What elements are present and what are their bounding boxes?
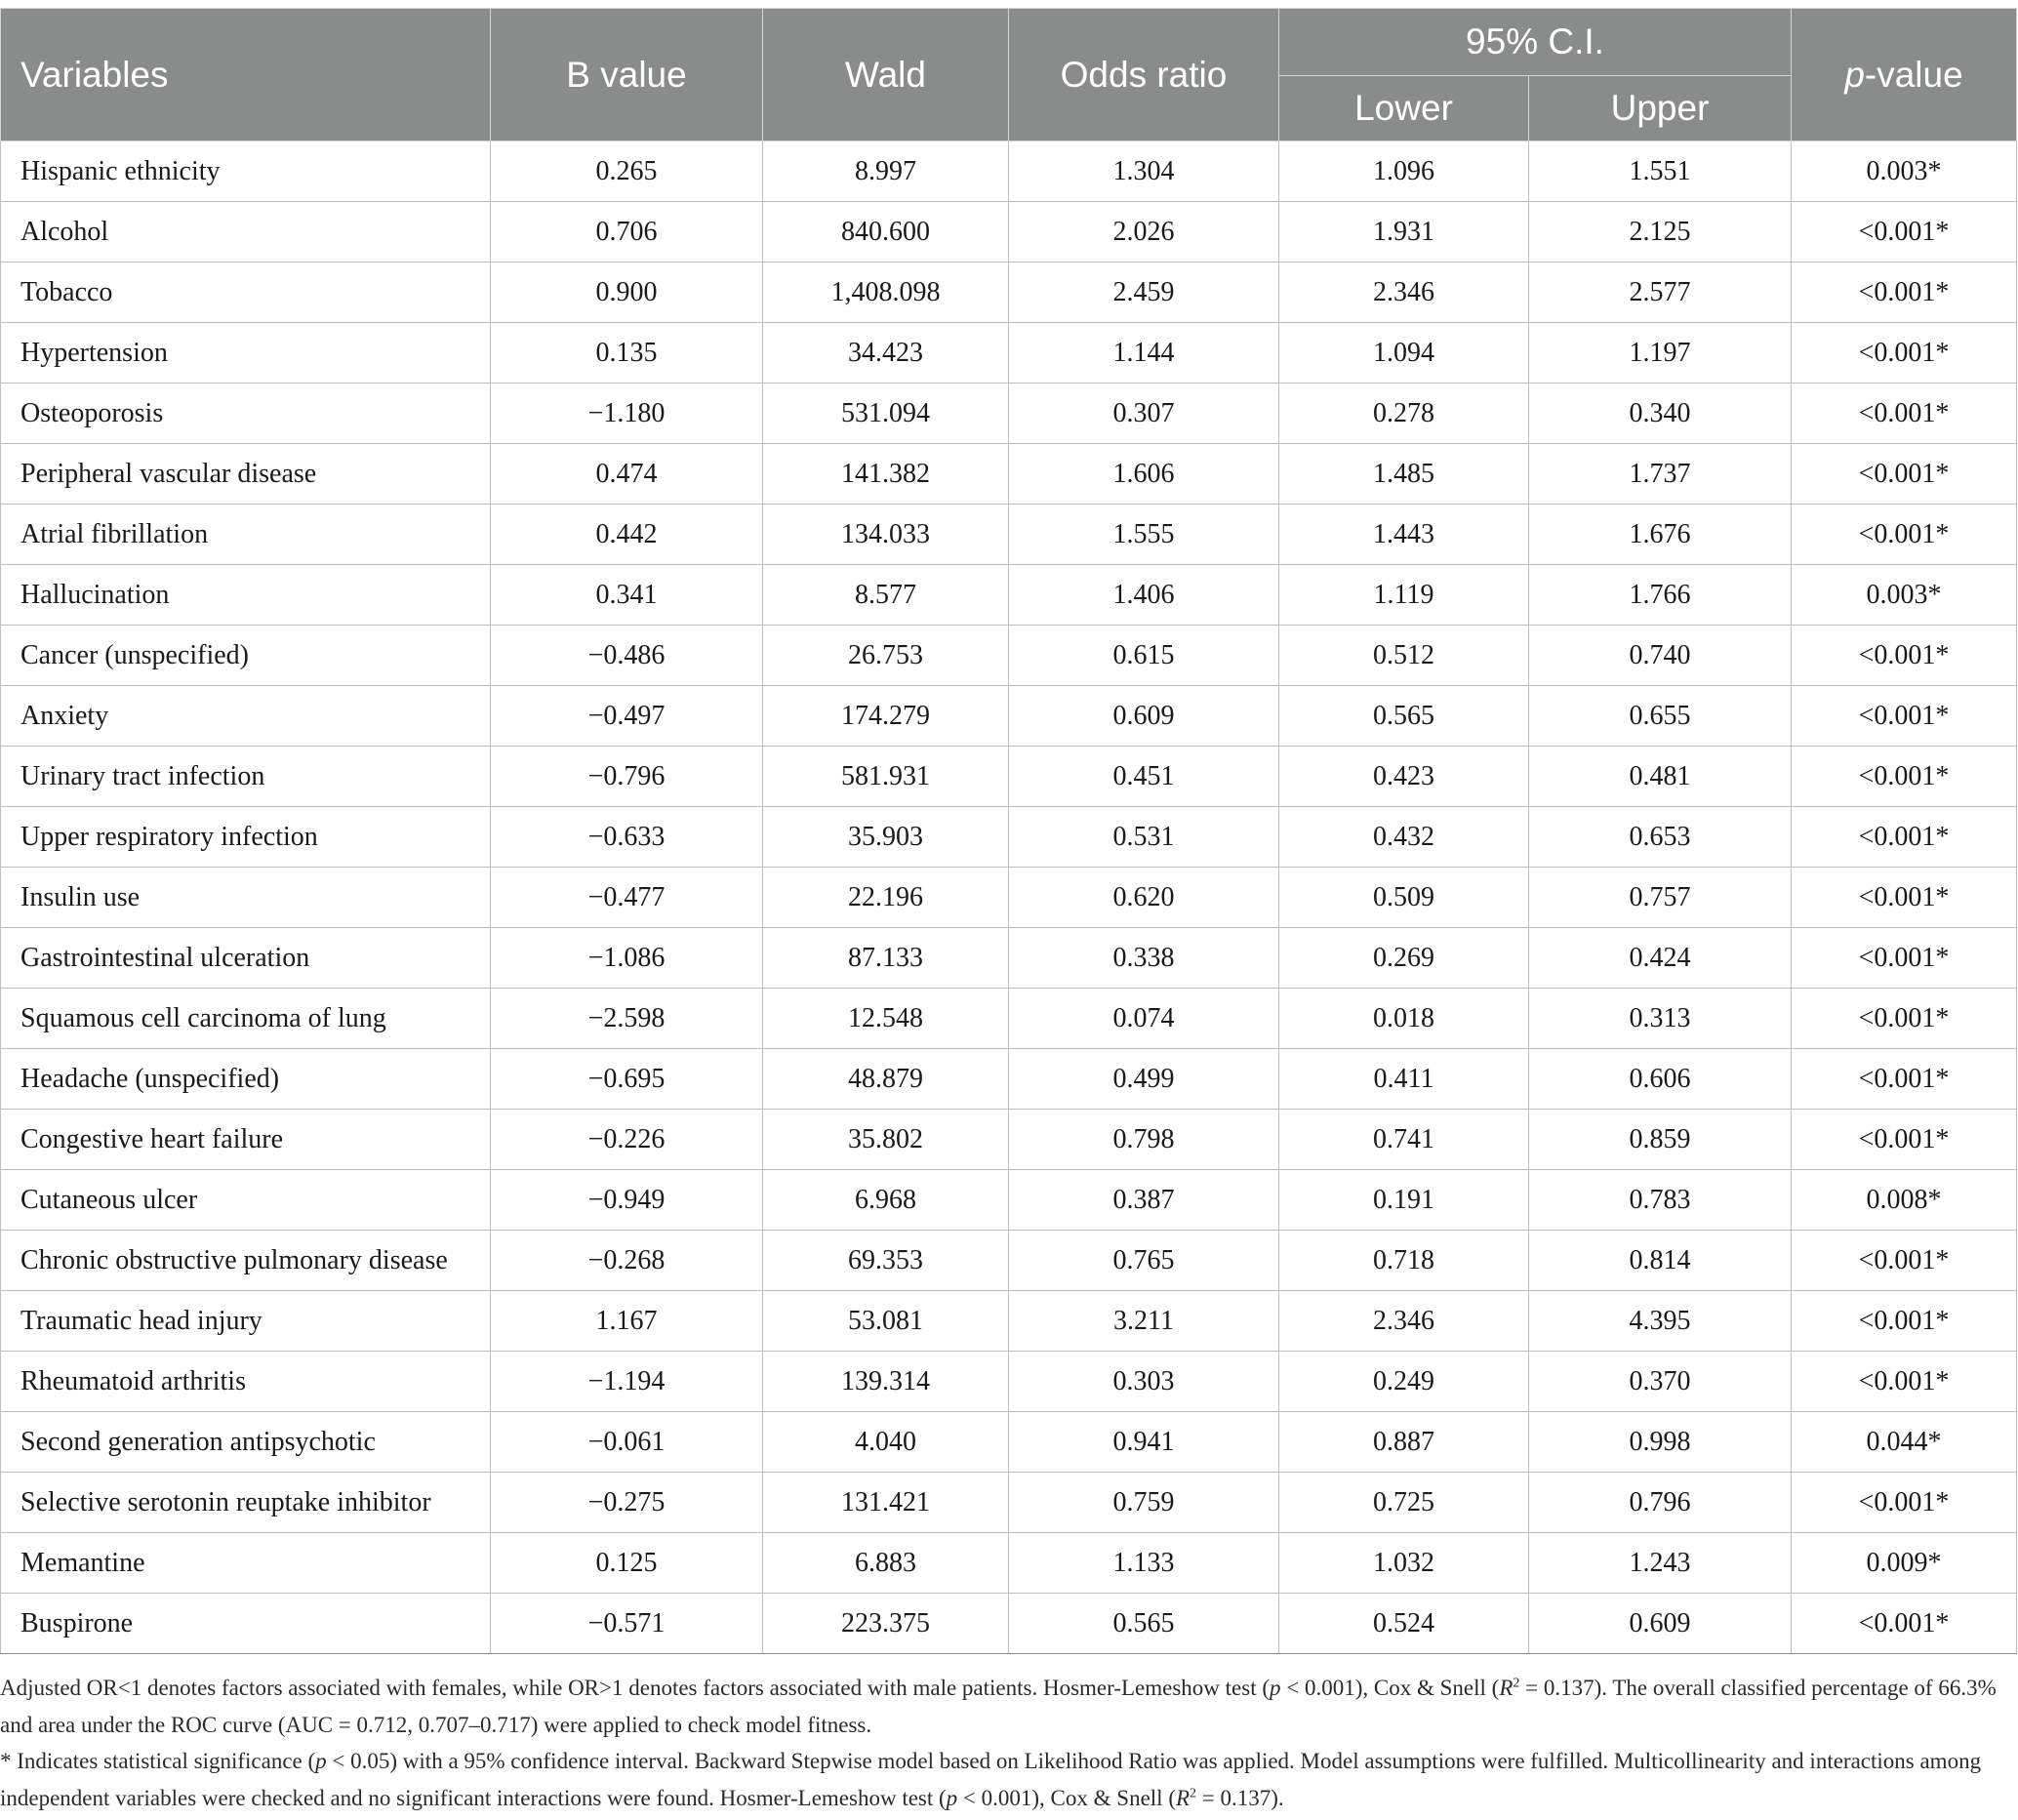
cell-ci-upper: 0.481 — [1529, 747, 1792, 807]
cell-b-value: 0.125 — [491, 1533, 763, 1594]
cell-ci-upper: 0.655 — [1529, 686, 1792, 747]
table-row — [1, 444, 2017, 505]
cell-p-value: <0.001* — [1792, 686, 2017, 747]
cell-b-value: −1.086 — [491, 928, 763, 989]
cell-wald: 8.577 — [763, 565, 1009, 626]
cell-b-value: −0.061 — [491, 1412, 763, 1473]
table-row — [1, 202, 2017, 263]
cell-p-value: 0.003* — [1792, 565, 2017, 626]
cell-p-value: <0.001* — [1792, 505, 2017, 565]
cell-variable: Cutaneous ulcer — [1, 1170, 491, 1231]
cell-b-value: −0.275 — [491, 1473, 763, 1533]
cell-ci-lower: 0.018 — [1279, 989, 1529, 1049]
cell-odds-ratio: 3.211 — [1009, 1291, 1279, 1352]
cell-ci-upper: 0.740 — [1529, 626, 1792, 686]
cell-b-value: −0.695 — [491, 1049, 763, 1110]
cell-variable: Hallucination — [1, 565, 491, 626]
cell-variable: Tobacco — [1, 263, 491, 323]
cell-p-value: <0.001* — [1792, 1291, 2017, 1352]
cell-variable: Hispanic ethnicity — [1, 142, 491, 202]
cell-variable: Insulin use — [1, 868, 491, 928]
cell-variable: Rheumatoid arthritis — [1, 1352, 491, 1412]
cell-variable: Osteoporosis — [1, 384, 491, 444]
cell-p-value: <0.001* — [1792, 747, 2017, 807]
table-row — [1, 989, 2017, 1049]
cell-odds-ratio: 0.303 — [1009, 1352, 1279, 1412]
cell-b-value: −1.180 — [491, 384, 763, 444]
cell-wald: 1,408.098 — [763, 263, 1009, 323]
cell-odds-ratio: 0.765 — [1009, 1231, 1279, 1291]
cell-ci-lower: 0.269 — [1279, 928, 1529, 989]
cell-ci-upper: 0.796 — [1529, 1473, 1792, 1533]
cell-wald: 48.879 — [763, 1049, 1009, 1110]
cell-ci-lower: 0.718 — [1279, 1231, 1529, 1291]
cell-p-value: <0.001* — [1792, 323, 2017, 384]
cell-ci-lower: 0.509 — [1279, 868, 1529, 928]
cell-ci-lower: 1.119 — [1279, 565, 1529, 626]
cell-b-value: −0.633 — [491, 807, 763, 868]
cell-p-value: <0.001* — [1792, 444, 2017, 505]
cell-p-value: <0.001* — [1792, 1231, 2017, 1291]
cell-odds-ratio: 0.565 — [1009, 1594, 1279, 1654]
cell-odds-ratio: 0.798 — [1009, 1110, 1279, 1170]
cell-ci-upper: 1.676 — [1529, 505, 1792, 565]
cell-odds-ratio: 0.759 — [1009, 1473, 1279, 1533]
footnote-text-run: = 0.137). The overall classified percentage of 66.3% and area under the ROC curve (AUC = 0.712, 0.707–0.717) were applied to check model fitness. — [0, 1676, 1997, 1737]
cell-p-value: <0.001* — [1792, 868, 2017, 928]
footnote-text-run: * Indicates statistical significance ( — [0, 1749, 316, 1773]
footnote-text-run: R — [1175, 1785, 1191, 1810]
table-row — [1, 807, 2017, 868]
table-row — [1, 565, 2017, 626]
table-row — [1, 323, 2017, 384]
footnote-significance — [0, 1743, 2010, 1816]
cell-b-value: −0.796 — [491, 747, 763, 807]
cell-odds-ratio: 0.387 — [1009, 1170, 1279, 1231]
cell-p-value: 0.009* — [1792, 1533, 2017, 1594]
cell-ci-upper: 0.340 — [1529, 384, 1792, 444]
cell-odds-ratio: 0.941 — [1009, 1412, 1279, 1473]
cell-b-value: 1.167 — [491, 1291, 763, 1352]
cell-p-value: <0.001* — [1792, 1110, 2017, 1170]
table-row — [1, 1533, 2017, 1594]
table-row — [1, 1049, 2017, 1110]
cell-odds-ratio: 0.620 — [1009, 868, 1279, 928]
cell-wald: 87.133 — [763, 928, 1009, 989]
cell-variable: Memantine — [1, 1533, 491, 1594]
cell-odds-ratio: 0.609 — [1009, 686, 1279, 747]
cell-ci-lower: 0.432 — [1279, 807, 1529, 868]
cell-b-value: −0.949 — [491, 1170, 763, 1231]
cell-wald: 6.883 — [763, 1533, 1009, 1594]
cell-variable: Gastrointestinal ulceration — [1, 928, 491, 989]
cell-wald: 35.903 — [763, 807, 1009, 868]
cell-ci-lower: 0.278 — [1279, 384, 1529, 444]
cell-wald: 139.314 — [763, 1352, 1009, 1412]
cell-p-value: <0.001* — [1792, 1473, 2017, 1533]
cell-ci-lower: 0.512 — [1279, 626, 1529, 686]
cell-p-value: <0.001* — [1792, 1594, 2017, 1654]
cell-p-value: <0.001* — [1792, 989, 2017, 1049]
header-odds-ratio: Odds ratio — [1009, 9, 1279, 142]
cell-b-value: −0.226 — [491, 1110, 763, 1170]
table-row — [1, 1231, 2017, 1291]
footnote-text-run: 2 — [1190, 1785, 1197, 1800]
cell-odds-ratio: 1.133 — [1009, 1533, 1279, 1594]
cell-b-value: 0.341 — [491, 565, 763, 626]
cell-p-value: 0.003* — [1792, 142, 2017, 202]
table-row — [1, 1291, 2017, 1352]
cell-ci-upper: 1.197 — [1529, 323, 1792, 384]
cell-wald: 35.802 — [763, 1110, 1009, 1170]
cell-variable: Headache (unspecified) — [1, 1049, 491, 1110]
cell-wald: 8.997 — [763, 142, 1009, 202]
cell-ci-lower: 0.423 — [1279, 747, 1529, 807]
cell-variable: Chronic obstructive pulmonary disease — [1, 1231, 491, 1291]
cell-ci-upper: 0.609 — [1529, 1594, 1792, 1654]
cell-ci-upper: 1.737 — [1529, 444, 1792, 505]
cell-wald: 34.423 — [763, 323, 1009, 384]
table-row — [1, 868, 2017, 928]
cell-b-value: −0.477 — [491, 868, 763, 928]
cell-odds-ratio: 0.338 — [1009, 928, 1279, 989]
cell-odds-ratio: 0.499 — [1009, 1049, 1279, 1110]
cell-ci-lower: 0.725 — [1279, 1473, 1529, 1533]
table-row — [1, 1110, 2017, 1170]
cell-odds-ratio: 0.451 — [1009, 747, 1279, 807]
cell-ci-upper: 0.313 — [1529, 989, 1792, 1049]
cell-odds-ratio: 1.304 — [1009, 142, 1279, 202]
footnote-text-run: p — [1270, 1676, 1281, 1700]
cell-b-value: 0.474 — [491, 444, 763, 505]
cell-odds-ratio: 0.615 — [1009, 626, 1279, 686]
cell-wald: 131.421 — [763, 1473, 1009, 1533]
cell-variable: Atrial fibrillation — [1, 505, 491, 565]
cell-wald: 69.353 — [763, 1231, 1009, 1291]
cell-b-value: −0.571 — [491, 1594, 763, 1654]
cell-variable: Selective serotonin reuptake inhibitor — [1, 1473, 491, 1533]
cell-ci-upper: 0.424 — [1529, 928, 1792, 989]
cell-wald: 223.375 — [763, 1594, 1009, 1654]
cell-ci-upper: 0.606 — [1529, 1049, 1792, 1110]
header-upper: Upper — [1529, 76, 1792, 142]
footnote-text-run: 2 — [1513, 1676, 1520, 1691]
cell-wald: 134.033 — [763, 505, 1009, 565]
cell-ci-lower: 0.411 — [1279, 1049, 1529, 1110]
cell-variable: Buspirone — [1, 1594, 491, 1654]
table-row — [1, 1170, 2017, 1231]
footnote-text-run: < 0.001), Cox & Snell ( — [1280, 1676, 1500, 1700]
cell-odds-ratio: 1.555 — [1009, 505, 1279, 565]
cell-variable: Peripheral vascular disease — [1, 444, 491, 505]
cell-p-value: <0.001* — [1792, 384, 2017, 444]
table-row — [1, 928, 2017, 989]
header-wald: Wald — [763, 9, 1009, 142]
cell-wald: 6.968 — [763, 1170, 1009, 1231]
footnote-text-run: < 0.001), Cox & Snell ( — [957, 1785, 1176, 1810]
cell-wald: 26.753 — [763, 626, 1009, 686]
cell-ci-lower: 0.887 — [1279, 1412, 1529, 1473]
header-confidence-interval: 95% C.I. — [1279, 9, 1792, 76]
header-variables: Variables — [1, 9, 491, 142]
header-p-italic: p — [1844, 54, 1865, 95]
cell-wald: 22.196 — [763, 868, 1009, 928]
cell-p-value: <0.001* — [1792, 202, 2017, 263]
cell-ci-lower: 1.443 — [1279, 505, 1529, 565]
footnote-text-run: p — [315, 1749, 327, 1773]
header-p-rest: -value — [1864, 54, 1963, 95]
cell-odds-ratio: 0.531 — [1009, 807, 1279, 868]
table-row — [1, 142, 2017, 202]
cell-b-value: 0.442 — [491, 505, 763, 565]
cell-b-value: 0.900 — [491, 263, 763, 323]
cell-variable: Anxiety — [1, 686, 491, 747]
cell-ci-lower: 0.191 — [1279, 1170, 1529, 1231]
cell-p-value: <0.001* — [1792, 928, 2017, 989]
cell-ci-upper: 0.814 — [1529, 1231, 1792, 1291]
cell-ci-upper: 1.243 — [1529, 1533, 1792, 1594]
table-row — [1, 1594, 2017, 1654]
cell-wald: 53.081 — [763, 1291, 1009, 1352]
cell-ci-lower: 0.524 — [1279, 1594, 1529, 1654]
cell-b-value: 0.135 — [491, 323, 763, 384]
cell-ci-lower: 1.094 — [1279, 323, 1529, 384]
table-row — [1, 1352, 2017, 1412]
cell-b-value: −0.268 — [491, 1231, 763, 1291]
cell-b-value: −1.194 — [491, 1352, 763, 1412]
table-row — [1, 686, 2017, 747]
header-p-value — [1792, 9, 2017, 142]
cell-variable: Second generation antipsychotic — [1, 1412, 491, 1473]
cell-p-value: <0.001* — [1792, 263, 2017, 323]
cell-wald: 141.382 — [763, 444, 1009, 505]
footnote-text-run: Adjusted OR<1 denotes factors associated with females, while OR>1 denotes factors associated with male patients. Hosmer-Lemeshow test ( — [0, 1676, 1271, 1700]
cell-ci-upper: 0.783 — [1529, 1170, 1792, 1231]
cell-ci-lower: 0.741 — [1279, 1110, 1529, 1170]
table-body — [1, 142, 2017, 1654]
footnote-text-run: p — [946, 1785, 958, 1810]
header-row — [1, 9, 2017, 76]
cell-ci-lower: 1.931 — [1279, 202, 1529, 263]
table-footnotes — [0, 1670, 2010, 1816]
cell-odds-ratio: 1.406 — [1009, 565, 1279, 626]
footnote-text-run: R — [1499, 1676, 1514, 1700]
cell-ci-upper: 0.653 — [1529, 807, 1792, 868]
cell-b-value: 0.265 — [491, 142, 763, 202]
cell-odds-ratio: 0.307 — [1009, 384, 1279, 444]
cell-odds-ratio: 2.459 — [1009, 263, 1279, 323]
cell-variable: Traumatic head injury — [1, 1291, 491, 1352]
cell-ci-lower: 0.249 — [1279, 1352, 1529, 1412]
header-b-value: B value — [491, 9, 763, 142]
table-row — [1, 263, 2017, 323]
cell-variable: Hypertension — [1, 323, 491, 384]
cell-p-value: <0.001* — [1792, 807, 2017, 868]
cell-p-value: <0.001* — [1792, 1352, 2017, 1412]
footnote-text-run: < 0.05) with a 95% confidence interval. Backward Stepwise model based on Likelihood Ratio was applied. Model assumptions were fulfilled. Multicollinearity and interactions among independent variables were checked and no significant interactions were found. Hosmer-Lemeshow test ( — [0, 1749, 1982, 1810]
cell-wald: 174.279 — [763, 686, 1009, 747]
cell-ci-lower: 1.485 — [1279, 444, 1529, 505]
cell-wald: 4.040 — [763, 1412, 1009, 1473]
cell-b-value: −0.486 — [491, 626, 763, 686]
table-row — [1, 384, 2017, 444]
table-header — [1, 9, 2017, 142]
cell-variable: Congestive heart failure — [1, 1110, 491, 1170]
cell-ci-upper: 0.859 — [1529, 1110, 1792, 1170]
cell-odds-ratio: 2.026 — [1009, 202, 1279, 263]
cell-p-value: 0.008* — [1792, 1170, 2017, 1231]
cell-ci-lower: 0.565 — [1279, 686, 1529, 747]
cell-wald: 12.548 — [763, 989, 1009, 1049]
table-row — [1, 505, 2017, 565]
cell-ci-upper: 0.370 — [1529, 1352, 1792, 1412]
header-lower: Lower — [1279, 76, 1529, 142]
table-row — [1, 1473, 2017, 1533]
cell-ci-lower: 1.096 — [1279, 142, 1529, 202]
regression-table — [0, 8, 2017, 1654]
cell-odds-ratio: 0.074 — [1009, 989, 1279, 1049]
cell-p-value: 0.044* — [1792, 1412, 2017, 1473]
cell-variable: Cancer (unspecified) — [1, 626, 491, 686]
cell-b-value: −0.497 — [491, 686, 763, 747]
cell-ci-lower: 1.032 — [1279, 1533, 1529, 1594]
cell-odds-ratio: 1.144 — [1009, 323, 1279, 384]
table-row — [1, 1412, 2017, 1473]
cell-b-value: −2.598 — [491, 989, 763, 1049]
cell-variable: Urinary tract infection — [1, 747, 491, 807]
cell-ci-lower: 2.346 — [1279, 1291, 1529, 1352]
cell-p-value: <0.001* — [1792, 1049, 2017, 1110]
table-row — [1, 626, 2017, 686]
cell-ci-upper: 2.125 — [1529, 202, 1792, 263]
cell-ci-upper: 1.766 — [1529, 565, 1792, 626]
footnote-or-explanation — [0, 1670, 2010, 1743]
cell-wald: 531.094 — [763, 384, 1009, 444]
cell-odds-ratio: 1.606 — [1009, 444, 1279, 505]
cell-wald: 581.931 — [763, 747, 1009, 807]
cell-ci-upper: 0.998 — [1529, 1412, 1792, 1473]
cell-variable: Alcohol — [1, 202, 491, 263]
cell-wald: 840.600 — [763, 202, 1009, 263]
cell-ci-upper: 0.757 — [1529, 868, 1792, 928]
cell-p-value: <0.001* — [1792, 626, 2017, 686]
table-row — [1, 747, 2017, 807]
cell-ci-lower: 2.346 — [1279, 263, 1529, 323]
cell-ci-upper: 4.395 — [1529, 1291, 1792, 1352]
footnote-text-run: = 0.137). — [1196, 1785, 1284, 1810]
cell-b-value: 0.706 — [491, 202, 763, 263]
cell-variable: Squamous cell carcinoma of lung — [1, 989, 491, 1049]
cell-ci-upper: 2.577 — [1529, 263, 1792, 323]
cell-ci-upper: 1.551 — [1529, 142, 1792, 202]
cell-variable: Upper respiratory infection — [1, 807, 491, 868]
